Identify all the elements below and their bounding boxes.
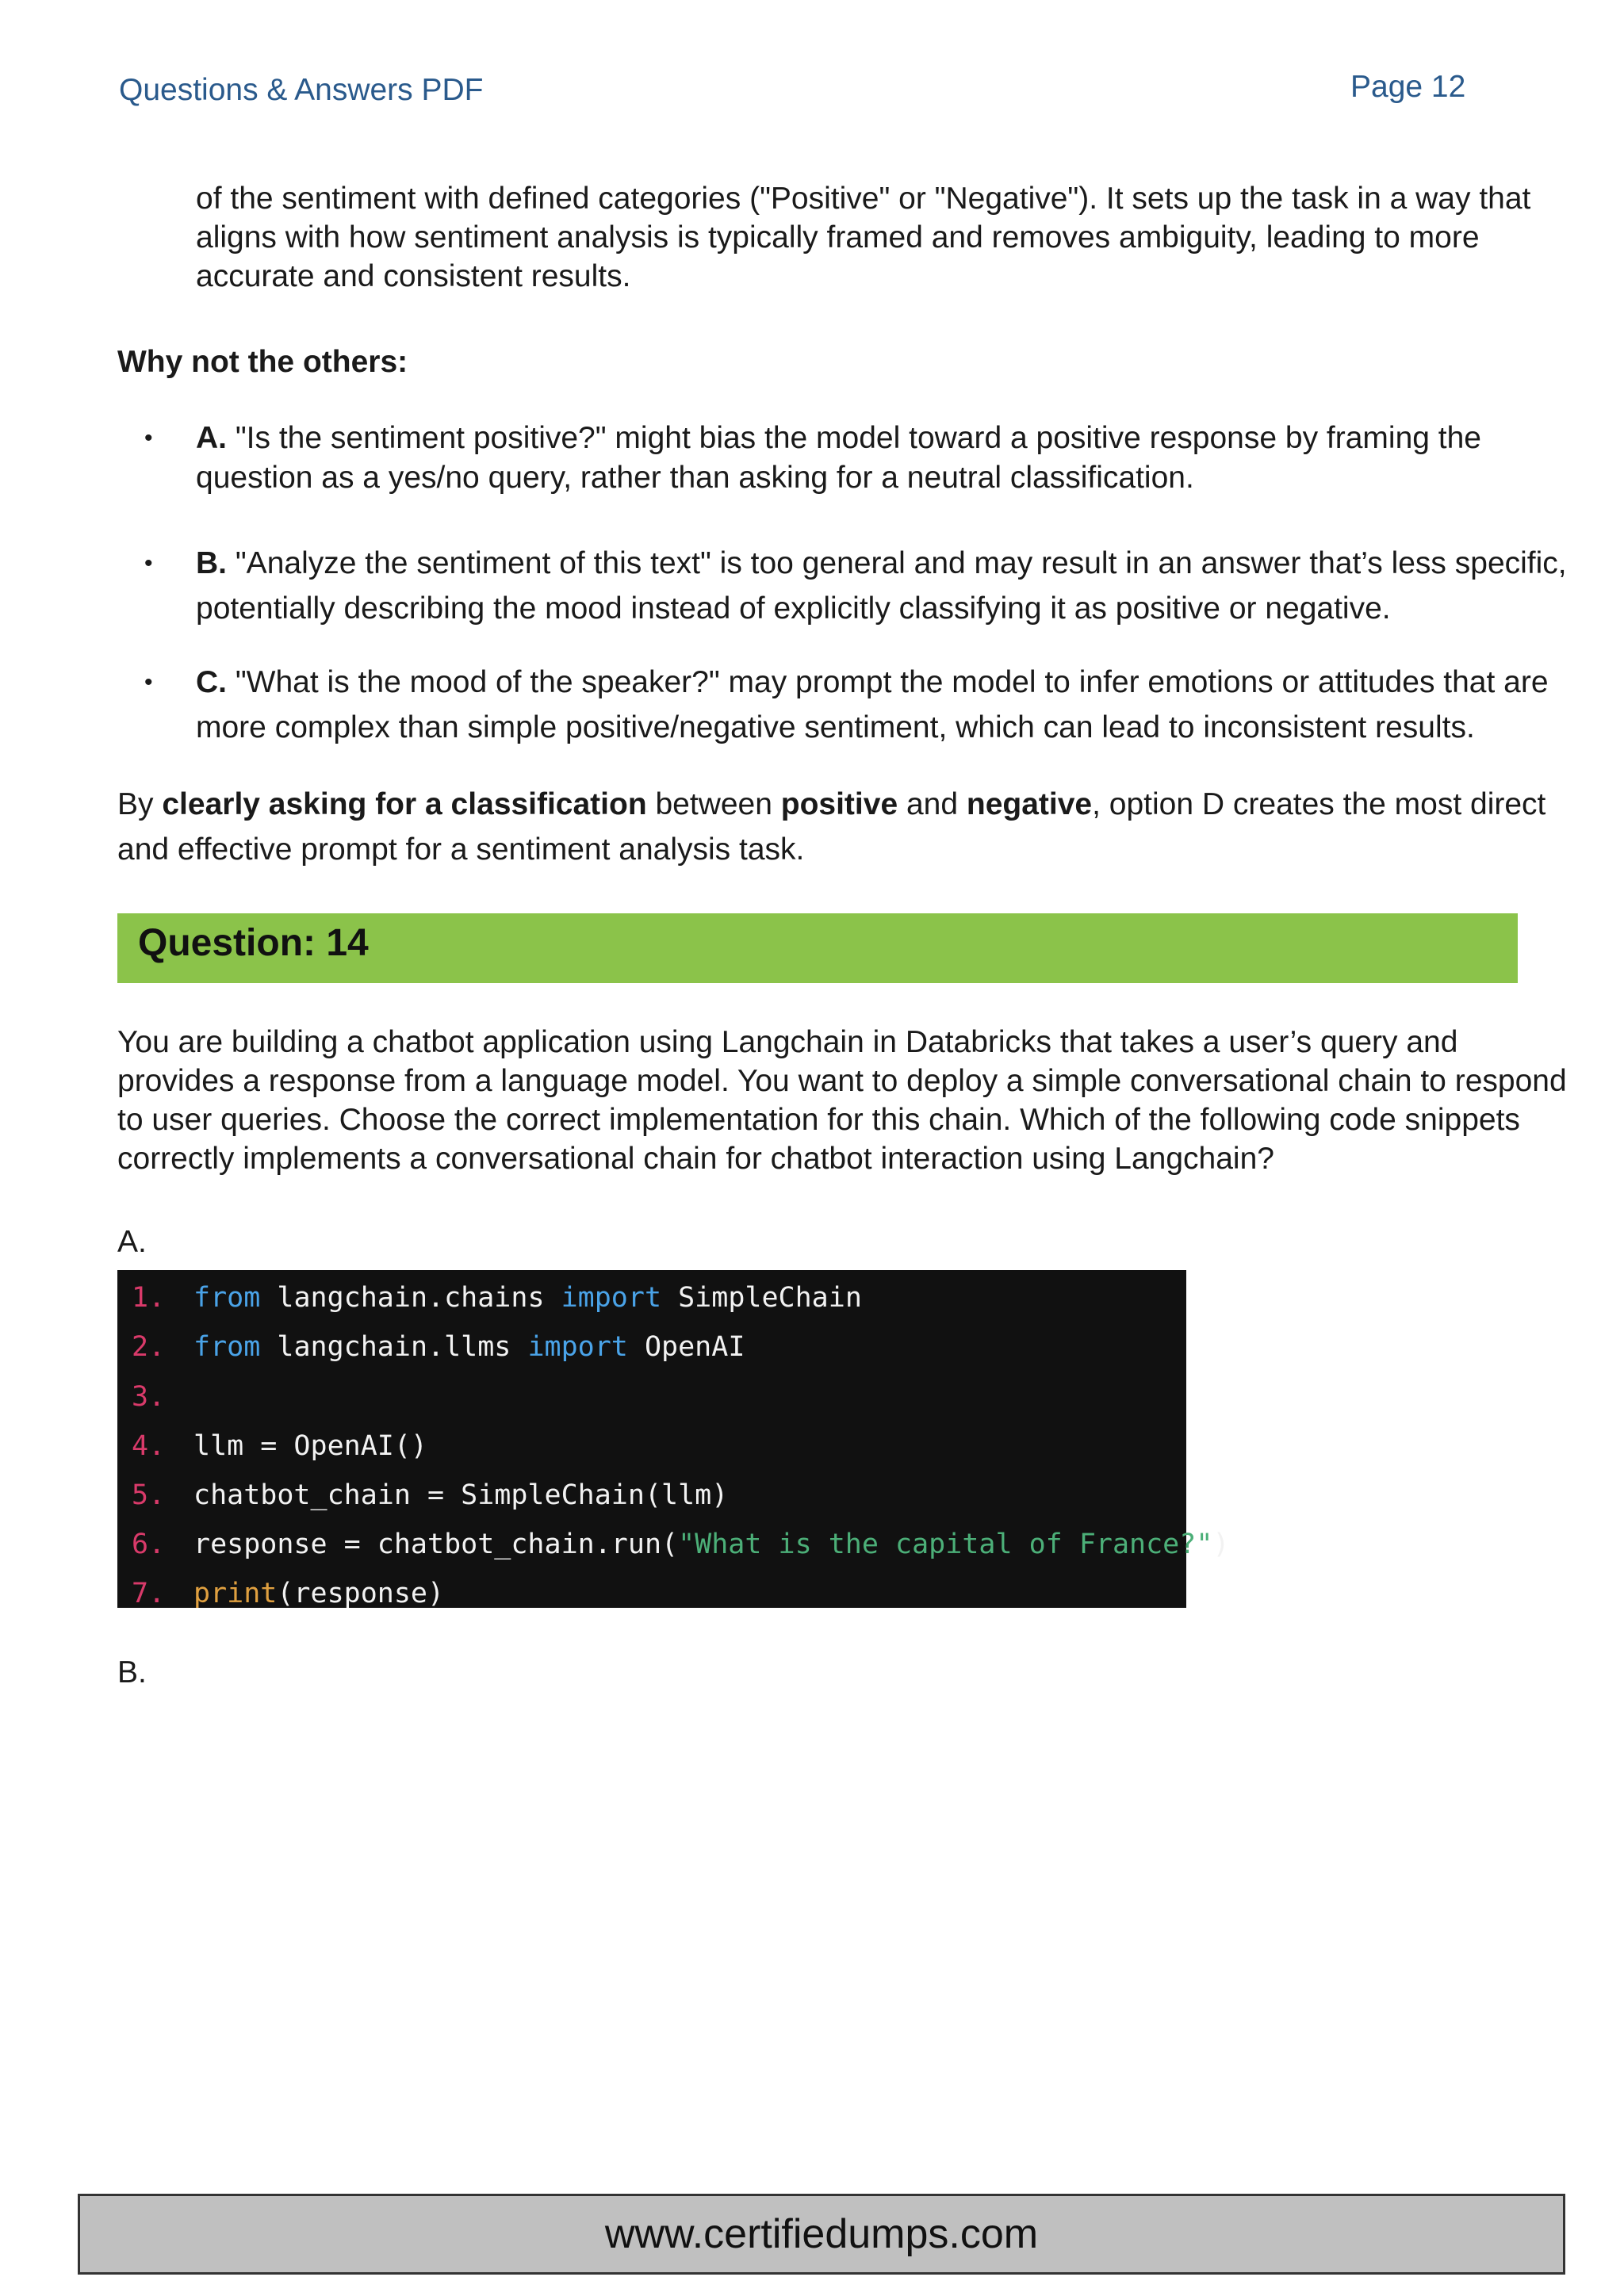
line-number: 4. (132, 1430, 166, 1462)
line-number: 1. (132, 1282, 166, 1314)
code-text: from langchain.llms import OpenAI (193, 1331, 745, 1363)
summary-paragraph: By clearly asking for a classification between positive and negative, option D creates the most direct and effective prompt for a sentiment analysis task. (117, 787, 1546, 867)
option-b-label: B. (117, 1655, 147, 1689)
option-a-label: A. (117, 1225, 147, 1259)
bullet-icon: • (144, 550, 153, 576)
question-text: You are building a chatbot application using Langchain in Databricks that takes a user’s query and provides a response from a language model. You want to deploy a simple conversational chain to respond to user queries. Choose the correct implementation for this chain. Which of the following code snippets correctly implements a conversational chain for chatbot interaction using Langchain? (117, 1025, 1567, 1176)
header-title: Questions & Answers PDF (119, 73, 484, 107)
explanation-continuation: of the sentiment with defined categories ("Positive" or "Negative"). It sets up the task in a way that aligns with how sentiment analysis is typically framed and removes ambiguity, leading to more accurate and consistent results. (196, 182, 1531, 293)
footer-bar (78, 2194, 1565, 2275)
footer-url: www.certifiedumps.com (604, 2211, 1039, 2257)
bullet-icon: • (144, 669, 153, 695)
line-number: 2. (132, 1331, 166, 1363)
question-header-bar (117, 913, 1518, 983)
why-not-heading: Why not the others: (117, 345, 408, 379)
line-number: 3. (132, 1381, 166, 1413)
code-text: response = chatbot_chain.run("What is the capital of France?") (193, 1529, 1230, 1560)
line-number: 5. (132, 1479, 166, 1511)
option-explanation: "Is the sentiment positive?" might bias the model toward a positive response by framing the question as a yes/no query, rather than asking for a neutral classification. (196, 421, 1481, 495)
option-explanation: "What is the mood of the speaker?" may prompt the model to infer emotions or attitudes that are more complex than simple positive/negative sentiment, which can lead to inconsistent results. (196, 665, 1549, 744)
option-label: B. (196, 546, 227, 580)
code-text: chatbot_chain = SimpleChain(llm) (193, 1479, 729, 1511)
line-number: 7. (132, 1578, 166, 1609)
line-number: 6. (132, 1529, 166, 1560)
option-label: C. (196, 665, 227, 699)
code-snippet (117, 1270, 1230, 1609)
bullet-icon: • (144, 425, 153, 451)
option-explanation: "Analyze the sentiment of this text" is too general and may result in an answer that’s less specific, potentially describing the mood instead of explicitly classifying it as positive or negative. (196, 546, 1567, 626)
code-text: print(response) (193, 1578, 445, 1609)
code-text: llm = OpenAI() (193, 1430, 428, 1462)
code-text: from langchain.chains import SimpleChain (193, 1282, 862, 1314)
option-label: A. (196, 421, 227, 455)
page-number: Page 12 (1350, 70, 1466, 104)
question-title: Question: 14 (138, 922, 369, 964)
